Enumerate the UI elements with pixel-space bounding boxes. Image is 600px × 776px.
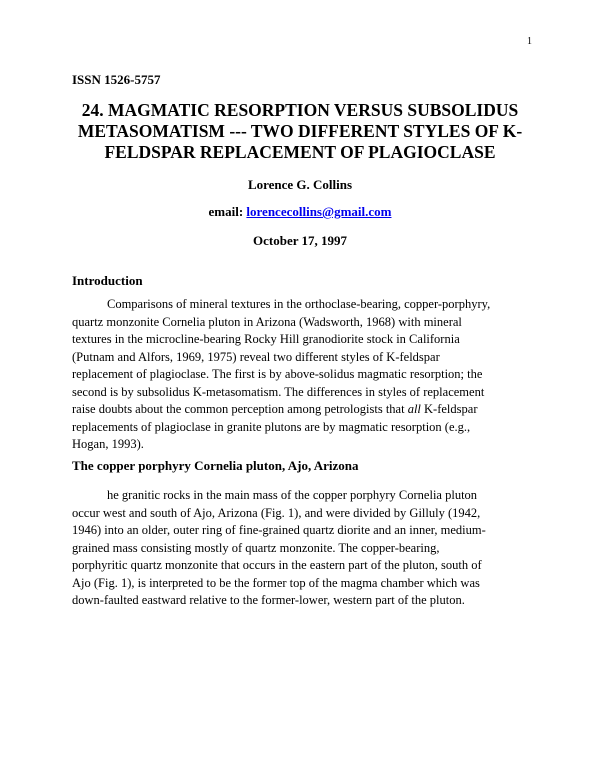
email-line — [0, 204, 600, 220]
title-line: FELDSPAR REPLACEMENT OF PLAGIOCLASE — [104, 142, 496, 162]
paragraph-line: Hogan, 1993). — [72, 437, 144, 451]
paragraph-line: replacements of plagioclase in granite plutons are by magmatic resorption (e.g., — [72, 419, 471, 434]
title-line: METASOMATISM --- TWO DIFFERENT STYLES OF K- — [77, 121, 523, 141]
paragraph-line: grained mass consisting mostly of quartz monzonite. The copper-bearing, — [72, 540, 440, 555]
section-heading-cornelia-pluton: The copper porphyry Cornelia pluton, Ajo, Arizona — [72, 458, 359, 473]
section-heading-introduction: Introduction — [72, 273, 143, 288]
title-line: 24. MAGMATIC RESORPTION VERSUS SUBSOLIDUS — [81, 100, 519, 120]
issn: ISSN 1526-5757 — [72, 72, 161, 87]
paragraph-line: he granitic rocks in the main mass of the copper porphyry Cornelia pluton — [107, 488, 478, 502]
email-label: email: — [208, 204, 247, 219]
page-number: 1 — [527, 36, 532, 47]
paper-title — [60, 100, 540, 163]
paragraph-line: down-faulted eastward relative to the former-lower, western part of the pluton. — [72, 593, 465, 607]
text-run: K-feldspar — [420, 402, 478, 416]
paragraph-line: textures in the microcline-bearing Rocky Hill granodiorite stock in California — [72, 332, 460, 346]
paragraph-line — [72, 401, 534, 419]
paragraph-line: porphyritic quartz monzonite that occurs in the eastern part of the pluton, south of — [72, 558, 482, 572]
text-run: raise doubts about the common perception among petrologists that — [72, 402, 408, 416]
paragraph-line: (Putnam and Alfors, 1969, 1975) reveal two different styles of K-feldspar — [72, 349, 440, 364]
author: Lorence G. Collins — [247, 177, 353, 192]
paragraph-line: Ajo (Fig. 1), is interpreted to be the former top of the magma chamber which was — [72, 575, 480, 590]
paragraph-line: replacement of plagioclase. The first is by above-solidus magmatic resorption; the — [72, 367, 483, 381]
paragraph-line: occur west and south of Ajo, Arizona (Fig. 1), and were divided by Gilluly (1942, — [72, 505, 481, 520]
paragraph-line: second is by subsolidus K-metasomatism. The differences in styles of replacement — [72, 384, 485, 399]
paragraph-line: Comparisons of mineral textures in the orthoclase-bearing, copper-porphyry, — [107, 297, 491, 311]
date: October 17, 1997 — [253, 233, 347, 248]
introduction-paragraph — [72, 296, 534, 454]
cornelia-paragraph — [72, 487, 534, 610]
paragraph-line: quartz monzonite Cornelia pluton in Arizona (Wadsworth, 1968) with mineral — [72, 314, 462, 329]
paragraph-line: 1946) into an older, outer ring of fine-grained quartz diorite and an inner, medium- — [72, 523, 486, 537]
email-link[interactable]: lorencecollins@gmail.com — [246, 204, 392, 219]
emphasis-text: all — [407, 402, 421, 416]
